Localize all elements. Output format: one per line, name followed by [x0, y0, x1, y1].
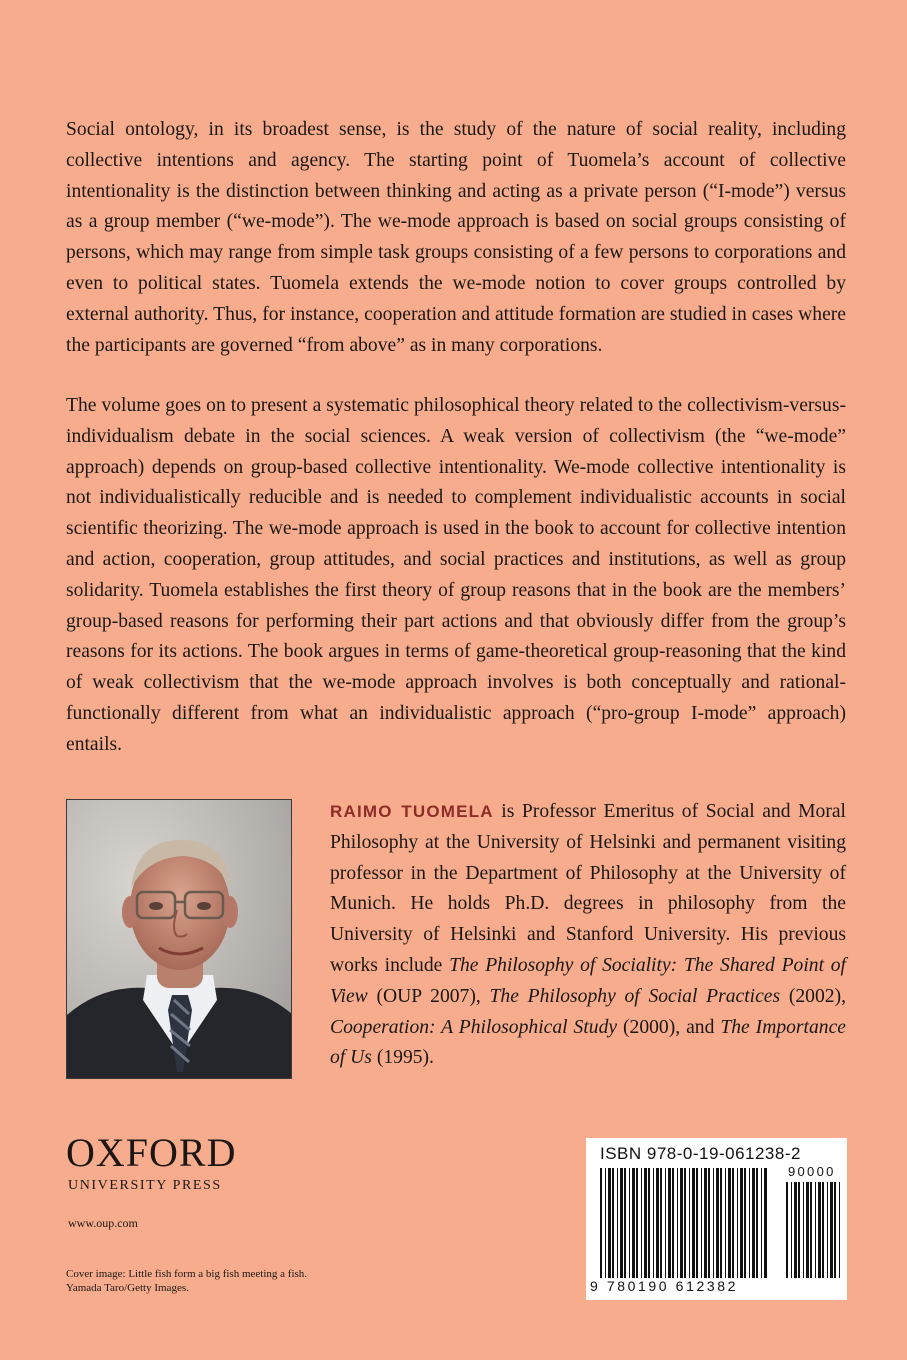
barcode-bar: [761, 1168, 762, 1278]
barcode-bar: [696, 1168, 698, 1278]
barcode-bar: [624, 1168, 626, 1278]
barcode-bar: [764, 1168, 767, 1278]
oxford-logo-subtitle: UNIVERSITY PRESS: [68, 1178, 222, 1193]
barcode-bar: [684, 1168, 686, 1278]
price-code: 90000: [788, 1164, 836, 1179]
barcode-bar: [834, 1182, 836, 1278]
barcode-bar: [608, 1168, 611, 1278]
barcode-bar: [620, 1168, 623, 1278]
barcode-bar: [617, 1168, 618, 1278]
book-title-3: Cooperation: A Philosophical Study: [330, 1016, 618, 1038]
blurb-paragraph-1: Social ontology, in its broadest sense, is the study of the nature of social reality, including collective intentions and agency. The starting point of Tuomela’s account of collective intentionality is the distinction between thinking and acting as a private person (“I-mode”) versus as a group member (“we-mode”). The we-mode approach is based on social groups consisting of persons, which may range from simple task groups consisting of a few persons to corporations and even to political states. Tuomela extends the we-mode notion to cover groups controlled by external authority. Thus, for instance, cooperation and attitude formation are studied in cases where the participants are governed “from above” as in many corporations.: [66, 119, 846, 356]
barcode-bar: [629, 1168, 630, 1278]
barcode-bar: [822, 1182, 824, 1278]
barcode-bar: [644, 1168, 647, 1278]
barcode-bar: [692, 1168, 695, 1278]
barcode-bar: [668, 1168, 671, 1278]
barcode-bar: [725, 1168, 726, 1278]
barcode-bar: [648, 1168, 650, 1278]
barcode-bar: [744, 1168, 746, 1278]
barcode-bar: [680, 1168, 683, 1278]
ean-digits: 9 780190 612382: [590, 1278, 738, 1294]
cover-credit-line-1: Cover image: Little fish form a big fish meeting a fish.: [66, 1268, 308, 1280]
barcode-bar: [732, 1168, 734, 1278]
barcode-bar: [653, 1168, 654, 1278]
author-photo: [66, 799, 292, 1079]
isbn-label: ISBN 978-0-19-061238-2: [600, 1144, 801, 1163]
cover-credit: [66, 1267, 366, 1295]
barcode-bar: [636, 1168, 638, 1278]
barcode-bar: [794, 1182, 797, 1278]
barcode-bar: [728, 1168, 731, 1278]
barcode-bar: [749, 1168, 750, 1278]
barcode-bar: [827, 1182, 828, 1278]
barcode-bar: [660, 1168, 662, 1278]
barcode-bar: [830, 1182, 833, 1278]
barcode-bar: [716, 1168, 719, 1278]
barcode-bar: [665, 1168, 666, 1278]
bio-text-3: (2002),: [780, 985, 846, 1007]
book-title-1: The Philosophy of Sociality: The Shared Point of View: [330, 954, 846, 1007]
barcode-bar: [752, 1168, 755, 1278]
barcode-bar: [806, 1182, 809, 1278]
author-portrait-illustration: [67, 800, 292, 1079]
bio-text-5: (1995).: [371, 1047, 434, 1069]
barcode-bar: [839, 1182, 840, 1278]
barcode-bar: [810, 1182, 812, 1278]
bio-text-2: (OUP 2007),: [367, 985, 490, 1007]
isbn-barcode: [586, 1138, 847, 1300]
blurb-paragraph-2: The volume goes on to present a systematic philosophical theory related to the collectivism-versus-individualism debate in the social sciences. A weak version of collectivism (the “we-mode” approach) depends on group-based collective intentionality. We-mode collective intentionality is not individualistically reducible and is needed to complement individualistic accounts in social scientific theorizing. The we-mode approach is used in the book to account for collective intention and action, cooperation, group attitudes, and social practices and institutions, as well as group solidarity. Tuomela establishes the first theory of group reasons that in the book are the members’ group-based reasons for performing their part actions and that obviously differ from the group’s reasons for its actions. The book argues in terms of game-theoretical group-reasoning that the kind of weak collectivism that the we-mode approach involves is both conceptually and rational-functionally different from what an individualistic approach (“pro-group I-mode” approach) entails.: [66, 395, 846, 755]
barcode-bar: [704, 1168, 707, 1278]
publisher-website[interactable]: www.oup.com: [68, 1216, 138, 1230]
barcode-bar: [791, 1182, 792, 1278]
barcode-bar: [612, 1168, 614, 1278]
barcode-bar: [672, 1168, 674, 1278]
barcode-bar: [677, 1168, 678, 1278]
barcode-bar: [803, 1182, 804, 1278]
book-title-4: The Importance of Us: [330, 1016, 846, 1069]
oxford-logo: OXFORD: [66, 1130, 237, 1175]
barcode-bar: [689, 1168, 690, 1278]
barcode-bar: [786, 1182, 788, 1278]
cover-credit-line-2: Yamada Taro/Getty Images.: [66, 1282, 189, 1294]
barcode-bar: [656, 1168, 659, 1278]
barcode-bar: [632, 1168, 635, 1278]
barcode-bar: [815, 1182, 816, 1278]
barcode-bar: [713, 1168, 714, 1278]
book-title-2: The Philosophy of Social Practices: [489, 985, 781, 1007]
barcode-bar: [605, 1168, 606, 1278]
barcode-bar: [798, 1182, 800, 1278]
barcode-bar: [708, 1168, 710, 1278]
barcode-bar: [600, 1168, 602, 1278]
barcode-bar: [740, 1168, 743, 1278]
author-name: RAIMO TUOMELA: [330, 802, 494, 821]
barcode-bar: [641, 1168, 642, 1278]
barcode-bar: [701, 1168, 702, 1278]
barcode-bar: [737, 1168, 738, 1278]
barcode-bar: [756, 1168, 758, 1278]
barcode-bar: [818, 1182, 821, 1278]
bio-text-4: (2000), and: [617, 1016, 721, 1038]
author-bio: [330, 797, 846, 1074]
barcode-bars: [600, 1168, 770, 1278]
barcode-addon-bars: [786, 1182, 842, 1278]
bio-text-1: is Professor Emeritus of Social and Moral Philosophy at the University of Helsinki and permanent visiting professor in the Department of Philosophy at the University of Munich. He holds Ph.D. degrees in philosophy from the University of Helsinki and Stanford University. His previous works include: [330, 801, 846, 976]
barcode-bar: [720, 1168, 722, 1278]
